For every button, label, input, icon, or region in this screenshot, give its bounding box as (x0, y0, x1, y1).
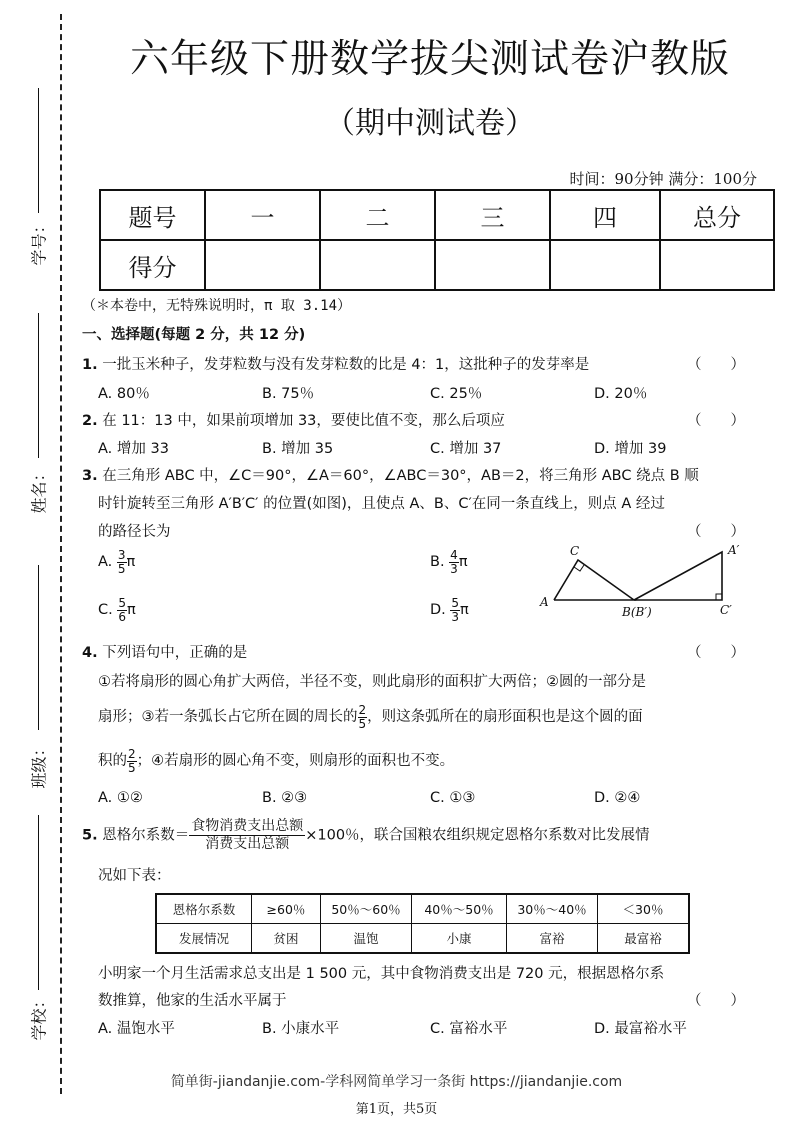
answer-paren: （ ） (687, 993, 745, 1009)
answer-paren: （ ） (687, 357, 745, 373)
score-header-cell: 题号 (100, 190, 205, 240)
label-b: B(B′) (622, 605, 652, 619)
pi-symbol: π (458, 554, 468, 571)
engel-row-coefficient (156, 894, 689, 924)
pi-symbol: π (126, 602, 136, 619)
option-d: D. 增加 39 (594, 441, 667, 457)
option-c: C. 25％ (430, 386, 483, 402)
question-4-line-3 (98, 748, 454, 774)
name-line (38, 313, 39, 458)
score-cell[interactable] (550, 240, 660, 290)
fraction-numerator: 5 (451, 596, 460, 610)
engel-cell: 温饱 (321, 924, 412, 954)
question-text: 一批玉米种子，发芽粒数与没有发芽粒数的比是 4：1，这批种子的发芽率是 (102, 357, 590, 373)
answer-paren: （ ） (687, 524, 745, 540)
option-d (430, 597, 469, 623)
label-c: C (570, 544, 580, 558)
fraction-denominator: 消费支出总额 (205, 835, 290, 852)
score-header-cell: 四 (550, 190, 660, 240)
question-5-line-3: 小明家一个月生活需求总支出是 1 500 元，其中食物消费支出是 720 元，根据恩格尔系 (98, 966, 665, 982)
triangle-abc (554, 560, 634, 600)
fraction-numerator: 2 (358, 703, 367, 717)
fraction (117, 597, 127, 623)
score-table-header-row (100, 190, 774, 240)
engel-table (155, 893, 690, 954)
fraction-numerator: 2 (128, 747, 136, 761)
option-d: D. 最富裕水平 (594, 1021, 687, 1037)
text-span: ；④若扇形的圆心角不变，则扇形的面积也不变。 (136, 753, 455, 770)
question-3-line-3: 的路径长为 (98, 524, 171, 540)
option-c: C. ①③ (430, 790, 476, 806)
fraction-denominator: 5 (117, 561, 126, 576)
fraction-denominator: 5 (358, 716, 367, 731)
student-no-line (38, 88, 39, 213)
label-a-prime: A′ (728, 543, 740, 557)
question-4-line-2 (98, 704, 643, 730)
question-number: 2. (82, 413, 98, 429)
score-table (99, 189, 775, 291)
score-cell[interactable] (660, 240, 774, 290)
right-angle-mark-c (574, 565, 584, 571)
class-line (38, 565, 39, 730)
question-4-line-1: ①若将扇形的圆心角扩大两倍，半径不变，则此扇形的面积扩大两倍；②圆的一部分是 (98, 674, 646, 690)
section-1-heading: 一、选择题(每题 2 分，共 12 分) (82, 327, 306, 343)
page-number: 第1页，共5页 (355, 1102, 438, 1117)
text-span: ，则这条弧所在的扇形面积也是这个圆的面 (367, 709, 643, 726)
pi-symbol: π (460, 602, 469, 619)
engel-cell: 小康 (412, 924, 507, 954)
question-text: 下列语句中，正确的是 (102, 645, 248, 661)
engel-cell: 发展情况 (156, 924, 252, 954)
score-header-cell: 二 (320, 190, 435, 240)
score-cell[interactable] (320, 240, 435, 290)
fraction-numerator: 3 (117, 548, 126, 562)
engel-cell: 最富裕 (598, 924, 690, 954)
exam-title: 六年级下册数学拔尖测试卷沪教版 (129, 37, 730, 82)
label-c-prime: C′ (720, 603, 732, 617)
option-b: B. ②③ (262, 790, 308, 806)
exam-subtitle: （期中测试卷） (325, 106, 535, 141)
option-a: A. 80％ (98, 386, 150, 402)
text-span: ×100％，联合国粮农组织规定恩格尔系数对比发展情 (305, 827, 650, 844)
option-b (430, 549, 468, 575)
fraction (127, 748, 137, 774)
engel-row-development (156, 924, 689, 954)
fraction (358, 704, 368, 730)
question-4 (82, 641, 247, 662)
question-number: 4. (82, 645, 98, 661)
fraction (117, 549, 127, 575)
text-span: 积的 (98, 753, 127, 770)
score-header-cell: 总分 (660, 190, 774, 240)
option-a: A. ①② (98, 790, 143, 806)
score-header-cell: 三 (435, 190, 550, 240)
binding-dashed-line (60, 14, 62, 1094)
fraction-numerator: 食物消费支出总额 (191, 818, 304, 834)
pi-note: （＊本卷中，无特殊说明时，π 取 3.14） (82, 298, 352, 314)
question-2 (82, 409, 505, 430)
option-d: D. ②④ (594, 790, 641, 806)
class-label: 班级： (29, 740, 49, 789)
school-line (38, 815, 39, 990)
right-angle-mark-c2 (716, 594, 722, 600)
fraction-denominator: 6 (118, 609, 126, 624)
engel-cell: 贫困 (252, 924, 321, 954)
option-c (98, 597, 136, 623)
question-1 (82, 353, 589, 374)
question-number: 5. (82, 827, 98, 844)
text-span: 扇形；③若一条弧长占它所在圆的周长的 (98, 709, 358, 726)
fraction-denominator: 3 (451, 609, 460, 624)
score-header-cell: 一 (205, 190, 320, 240)
engel-cell: 恩格尔系数 (156, 894, 252, 924)
score-cell[interactable] (205, 240, 320, 290)
question-5-line-1 (82, 818, 650, 853)
fraction-denominator: 3 (450, 561, 458, 576)
option-label: D. (430, 602, 446, 619)
triangle-a2b2c2 (634, 552, 722, 600)
question-5-line-2: 况如下表： (98, 868, 171, 884)
option-b: B. 增加 35 (262, 441, 334, 457)
option-b: B. 75％ (262, 386, 315, 402)
fraction-denominator: 5 (128, 760, 136, 775)
option-d: D. 20％ (594, 386, 648, 402)
option-label: B. (430, 554, 445, 571)
fraction (450, 597, 460, 623)
engel-cell: 50％～60％ (321, 894, 412, 924)
engel-cell: 富裕 (507, 924, 598, 954)
time-info: 时间：90分钟 满分：100分 (569, 170, 757, 188)
question-number: 3. (82, 468, 98, 484)
answer-paren: （ ） (687, 413, 745, 429)
text-span: 恩格尔系数＝ (102, 827, 190, 844)
option-a: A. 温饱水平 (98, 1021, 175, 1037)
question-text: 在三角形 ABC 中，∠C＝90°，∠A＝60°，∠ABC＝30°，AB＝2，将三角形 ABC 绕点 B 顺 (102, 468, 699, 484)
watermark-footer: 简单街-jiandanjie.com-学科网简单学习一条街 https://jiandanjie.com (170, 1074, 623, 1090)
student-no-label: 学号： (29, 217, 49, 266)
score-table-score-row (100, 240, 774, 290)
answer-paren: （ ） (687, 645, 745, 661)
option-b: B. 小康水平 (262, 1021, 340, 1037)
engel-cell: ≥60％ (252, 894, 321, 924)
option-label: A. (98, 554, 113, 571)
option-a (98, 549, 135, 575)
engel-cell: ＜30％ (598, 894, 690, 924)
name-label: 姓名： (29, 465, 49, 514)
triangle-rotation-figure (536, 540, 750, 620)
option-label: C. (98, 602, 113, 619)
question-number: 1. (82, 357, 98, 373)
question-3-line-2: 时针旋转至三角形 A′B′C′ 的位置(如图)，且使点 A、B、C′在同一条直线上，则点 A 经过 (98, 496, 665, 512)
engel-formula-fraction (189, 818, 305, 853)
question-5-line-4: 数推算，他家的生活水平属于 (98, 993, 287, 1009)
engel-cell: 30％～40％ (507, 894, 598, 924)
school-label: 学校： (29, 992, 49, 1041)
fraction (449, 549, 459, 575)
score-cell[interactable] (435, 240, 550, 290)
fraction-numerator: 5 (118, 596, 126, 610)
question-3-line-1 (82, 464, 699, 485)
option-c: C. 富裕水平 (430, 1021, 508, 1037)
option-c: C. 增加 37 (430, 441, 502, 457)
fraction-numerator: 4 (450, 548, 458, 562)
pi-symbol: π (126, 554, 136, 571)
label-a: A (540, 595, 549, 609)
option-a: A. 增加 33 (98, 441, 169, 457)
question-text: 在 11：13 中，如果前项增加 33，要使比值不变，那么后项应 (102, 413, 505, 429)
engel-cell: 40％～50％ (412, 894, 507, 924)
score-row-label: 得分 (100, 240, 205, 290)
